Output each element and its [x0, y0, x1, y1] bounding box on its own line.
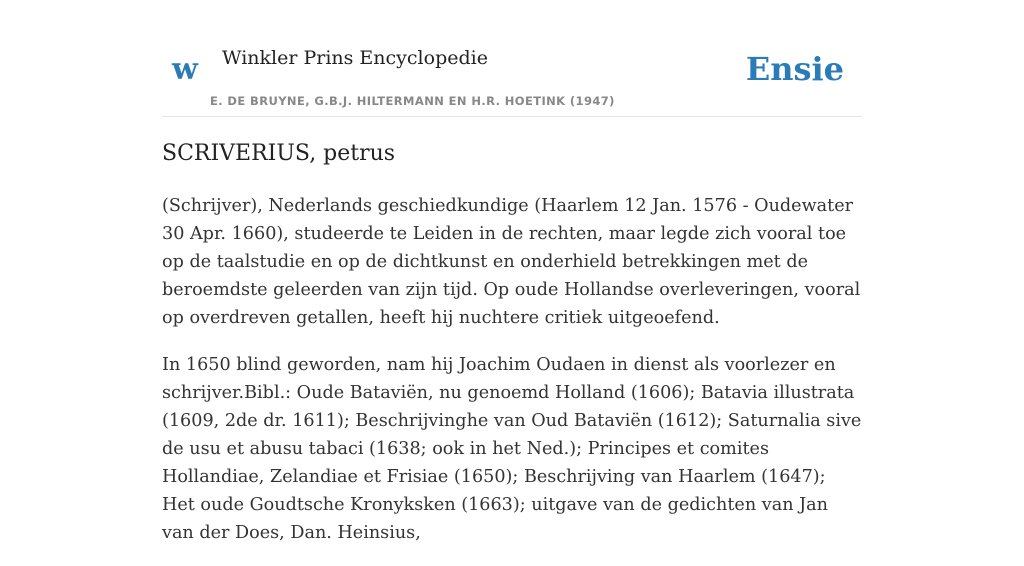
site-header — [162, 0, 862, 117]
article-paragraph-2: In 1650 blind geworden, nam hij Joachim Oudaen in dienst als voorlezer en schrijver.Bibl.: Oude Bataviën, nu genoemd Holland (1606); Batavia illustrata (1609, 2de dr. 1611); Beschrijvinghe van Oud Bataviën (1612); Saturnalia sive de usu et abusu tabaci (1638; ook in het Ned.); Principes et comites Hollandiae, Zelandiae et Frisiae (1650); Beschrijving van Haarlem (1647); Het oude Goudtsche Kronyksken (1663); uitgave van de gedichten van Jan van der Does, Dan. Heinsius, — [162, 355, 862, 543]
winkler-prins-logo[interactable]: w — [172, 52, 198, 87]
encyclopedia-authors: E. DE BRUYNE, G.B.J. HILTERMANN EN H.R. HOETINK (1947) — [210, 94, 615, 108]
article-body — [162, 192, 862, 566]
article-paragraph-1: (Schrijver), Nederlands geschiedkundige (Haarlem 12 Jan. 1576 - Oudewater 30 Apr. 1660), studeerde te Leiden in de rechten, maar legde zich vooral toe op de taalstudie en op de dichtkunst en onderhield betrekkingen met de beroemdste geleerden van zijn tijd. Op oude Hollandse overleveringen, vooral op overdreven getallen, heeft hij nuchtere critiek uitgeoefend. — [162, 196, 861, 328]
encyclopedia-title[interactable]: Winkler Prins Encyclopedie — [222, 47, 488, 69]
article-title: SCRIVERIUS, petrus — [162, 141, 396, 166]
ensie-logo[interactable]: Ensie — [745, 50, 844, 88]
